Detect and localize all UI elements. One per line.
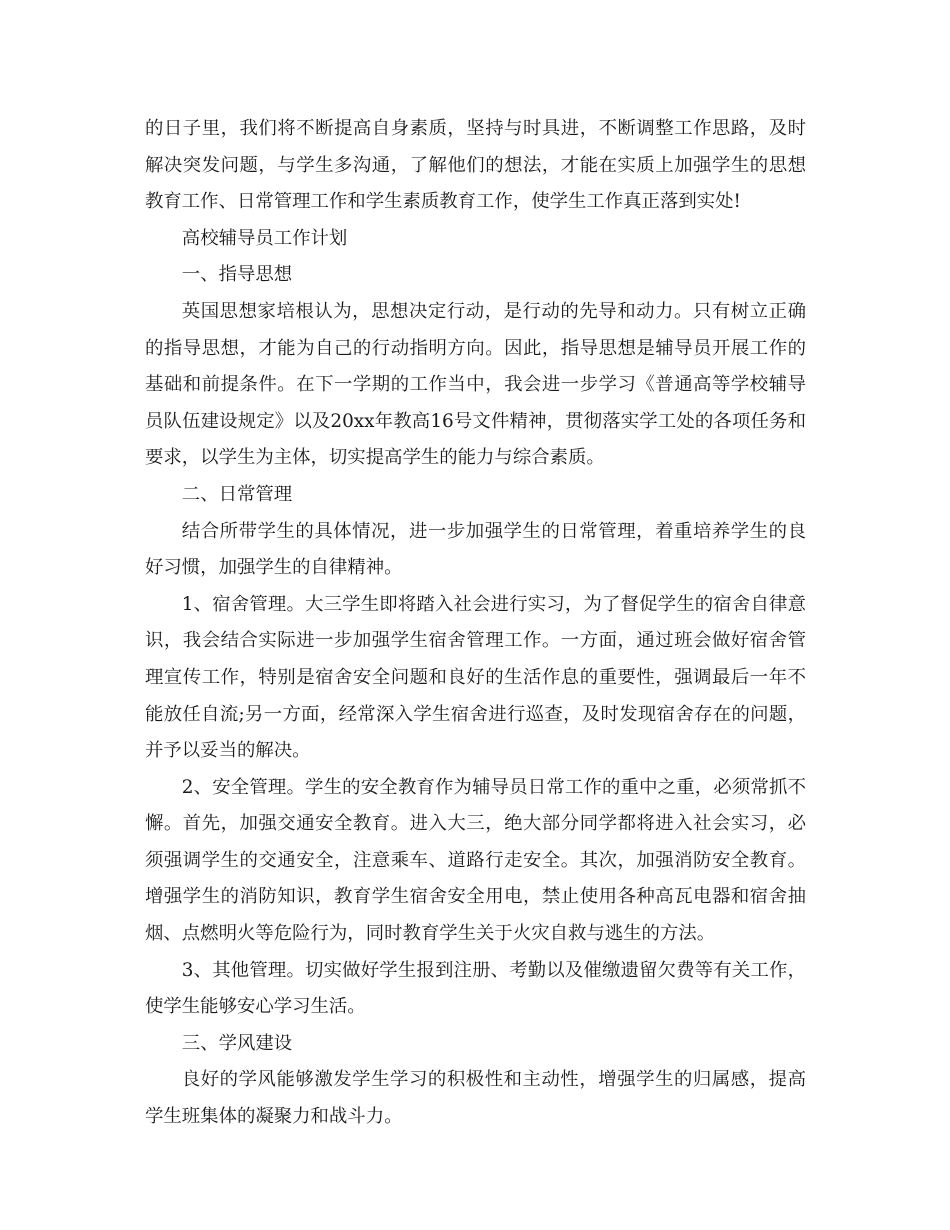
paragraph-dormitory-management: 1、宿舍管理。大三学生即将踏入社会进行实习，为了督促学生的宿舍自律意识，我会结合实际进一步加强学生宿舍管理工作。一方面，通过班会做好宿舍管理宣传工作，特别是宿舍安全问题和良好的生活作息的重要性，强调最后一年不能放任自流;另一方面，经常深入学生宿舍进行巡查，及时发现宿舍存在的问题，并予以妥当的解决。 <box>145 593 806 762</box>
section-heading-study-style: 三、学风建设 <box>181 1032 293 1054</box>
document-title: 高校辅导员工作计划 <box>181 227 348 249</box>
paragraph-guiding-thought: 英国思想家培根认为，思想决定行动，是行动的先导和动力。只有树立正确的指导思想，才能为自己的行动指明方向。因此，指导思想是辅导员开展工作的基础和前提条件。在下一学期的工作当中，我会进一步学习《普通高等学校辅导员队伍建设规定》以及20xx年教高16号文件精神，贯彻落实学工处的各项任务和要求，以学生为主体，切实提高学生的能力与综合素质。 <box>145 300 806 469</box>
document-body <box>145 111 806 1136</box>
section-heading-daily-management: 二、日常管理 <box>181 483 293 505</box>
paragraph-safety-management: 2、安全管理。学生的安全教育作为辅导员日常工作的重中之重，必须常抓不懈。首先，加强交通安全教育。进入大三，绝大部分同学都将进入社会实习，必须强调学生的交通安全，注意乘车、道路行走安全。其次，加强消防安全教育。增强学生的消防知识，教育学生宿舍安全用电，禁止使用各种高瓦电器和宿舍抽烟、点燃明火等危险行为，同时教育学生关于火灾自救与逃生的方法。 <box>145 776 806 945</box>
paragraph-study-style: 良好的学风能够激发学生学习的积极性和主动性，增强学生的归属感，提高学生班集体的凝聚力和战斗力。 <box>145 1069 806 1128</box>
paragraph-continuation: 的日子里，我们将不断提高自身素质，坚持与时具进，不断调整工作思路，及时解决突发问题，与学生多沟通，了解他们的想法，才能在实质上加强学生的思想教育工作、日常管理工作和学生素质教育工作，使学生工作真正落到实处! <box>145 118 806 213</box>
paragraph-other-management: 3、其他管理。切实做好学生报到注册、考勤以及催缴遗留欠费等有关工作，使学生能够安心学习生活。 <box>145 959 806 1018</box>
section-heading-guiding-thought: 一、指导思想 <box>181 264 293 286</box>
paragraph-daily-management-intro: 结合所带学生的具体情况，进一步加强学生的日常管理，着重培养学生的良好习惯，加强学生的自律精神。 <box>145 520 806 579</box>
